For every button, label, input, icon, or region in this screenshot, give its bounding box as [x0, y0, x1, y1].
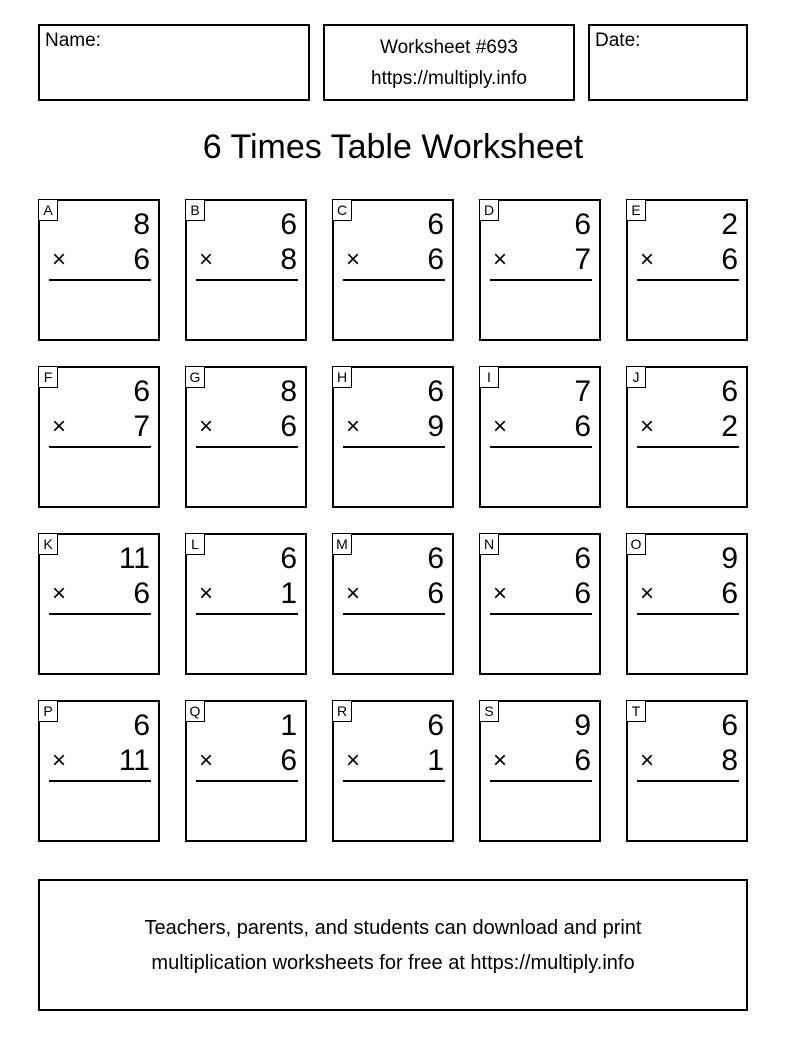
- problem-letter: K: [38, 533, 58, 555]
- problem-card: [185, 700, 307, 842]
- problem-letter: I: [479, 366, 499, 388]
- answer-area[interactable]: [628, 283, 746, 339]
- times-icon: ×: [493, 413, 508, 440]
- times-icon: ×: [640, 246, 655, 273]
- answer-line: [196, 446, 298, 448]
- problem-top-number: 6: [280, 542, 297, 575]
- answer-line: [49, 613, 151, 615]
- problem-card: [479, 366, 601, 508]
- answer-area[interactable]: [187, 283, 305, 339]
- problem-bottom-number: 6: [133, 577, 150, 610]
- times-icon: ×: [199, 747, 214, 774]
- times-icon: ×: [640, 747, 655, 774]
- problem-top-number: 6: [427, 208, 444, 241]
- answer-area[interactable]: [334, 450, 452, 506]
- answer-area[interactable]: [187, 617, 305, 673]
- problem-bottom-number: 6: [427, 243, 444, 276]
- problem-card: [332, 700, 454, 842]
- problem-card: [332, 533, 454, 675]
- problem-bottom-number: 6: [427, 577, 444, 610]
- problem-top-number: 6: [427, 375, 444, 408]
- problem-card: [185, 533, 307, 675]
- problem-top-number: 6: [133, 709, 150, 742]
- problem-card: [479, 199, 601, 341]
- problem-top-number: 11: [118, 542, 150, 575]
- footer-text-line-1: Teachers, parents, and students can download and print: [144, 917, 642, 939]
- answer-area[interactable]: [187, 784, 305, 840]
- times-icon: ×: [493, 246, 508, 273]
- problem-letter: F: [38, 366, 58, 388]
- answer-line: [490, 446, 592, 448]
- problem-bottom-number: 6: [280, 410, 297, 443]
- times-icon: ×: [52, 413, 67, 440]
- times-icon: ×: [493, 580, 508, 607]
- answer-line: [196, 279, 298, 281]
- times-icon: ×: [199, 580, 214, 607]
- answer-line: [343, 780, 445, 782]
- problem-card: [626, 366, 748, 508]
- problem-top-number: 8: [133, 208, 150, 241]
- problem-top-number: 6: [574, 208, 591, 241]
- problem-letter: A: [38, 199, 58, 221]
- problem-letter: R: [332, 700, 352, 722]
- problem-top-number: 6: [280, 208, 297, 241]
- answer-area[interactable]: [334, 784, 452, 840]
- times-icon: ×: [640, 413, 655, 440]
- answer-area[interactable]: [481, 784, 599, 840]
- problem-card: [185, 199, 307, 341]
- problem-letter: L: [185, 533, 205, 555]
- problem-letter: S: [479, 700, 499, 722]
- problem-top-number: 2: [721, 208, 738, 241]
- problem-bottom-number: 8: [721, 744, 738, 777]
- answer-line: [196, 613, 298, 615]
- answer-area[interactable]: [40, 784, 158, 840]
- answer-line: [490, 613, 592, 615]
- worksheet-info-box: [323, 24, 575, 101]
- problem-bottom-number: 1: [427, 744, 444, 777]
- answer-line: [343, 279, 445, 281]
- times-icon: ×: [52, 747, 67, 774]
- answer-area[interactable]: [40, 283, 158, 339]
- problem-top-number: 6: [133, 375, 150, 408]
- problem-card: [626, 700, 748, 842]
- problem-bottom-number: 6: [721, 577, 738, 610]
- problem-letter: D: [479, 199, 499, 221]
- name-label: Name:: [45, 30, 101, 51]
- date-label: Date:: [595, 30, 641, 51]
- answer-area[interactable]: [628, 617, 746, 673]
- problem-card: [332, 199, 454, 341]
- problem-card: [626, 199, 748, 341]
- answer-line: [49, 446, 151, 448]
- answer-line: [490, 780, 592, 782]
- answer-area[interactable]: [628, 450, 746, 506]
- answer-line: [343, 446, 445, 448]
- problem-letter: M: [332, 533, 352, 555]
- problem-top-number: 6: [427, 542, 444, 575]
- answer-area[interactable]: [187, 450, 305, 506]
- problem-card: [38, 199, 160, 341]
- answer-line: [196, 780, 298, 782]
- date-field-box[interactable]: [588, 24, 748, 101]
- problem-card: [479, 533, 601, 675]
- problem-bottom-number: 9: [427, 410, 444, 443]
- name-field-box[interactable]: [38, 24, 310, 101]
- problem-top-number: 8: [280, 375, 297, 408]
- problem-bottom-number: 6: [133, 243, 150, 276]
- problem-top-number: 6: [721, 375, 738, 408]
- problem-top-number: 9: [721, 542, 738, 575]
- problem-card: [185, 366, 307, 508]
- times-icon: ×: [52, 246, 67, 273]
- problem-top-number: 6: [574, 542, 591, 575]
- answer-line: [637, 446, 739, 448]
- problem-letter: C: [332, 199, 352, 221]
- problem-top-number: 1: [280, 709, 297, 742]
- worksheet-url: https://multiply.info: [371, 68, 527, 89]
- problem-bottom-number: 6: [574, 577, 591, 610]
- problem-top-number: 9: [574, 709, 591, 742]
- answer-area[interactable]: [481, 450, 599, 506]
- problem-letter: O: [626, 533, 646, 555]
- problem-letter: B: [185, 199, 205, 221]
- answer-area[interactable]: [334, 617, 452, 673]
- times-icon: ×: [640, 580, 655, 607]
- problem-bottom-number: 6: [574, 744, 591, 777]
- problem-bottom-number: 6: [574, 410, 591, 443]
- times-icon: ×: [346, 580, 361, 607]
- problem-bottom-number: 6: [721, 243, 738, 276]
- answer-line: [637, 780, 739, 782]
- problem-card: [479, 700, 601, 842]
- times-icon: ×: [52, 580, 67, 607]
- problem-bottom-number: 8: [280, 243, 297, 276]
- problem-card: [38, 533, 160, 675]
- problem-bottom-number: 6: [280, 744, 297, 777]
- problem-top-number: 6: [427, 709, 444, 742]
- problem-bottom-number: 1: [280, 577, 297, 610]
- problem-top-number: 6: [721, 709, 738, 742]
- problem-letter: N: [479, 533, 499, 555]
- problem-letter: E: [626, 199, 646, 221]
- answer-line: [49, 780, 151, 782]
- times-icon: ×: [346, 246, 361, 273]
- problem-letter: Q: [185, 700, 205, 722]
- times-icon: ×: [493, 747, 508, 774]
- problem-card: [38, 366, 160, 508]
- page-title: 6 Times Table Worksheet: [202, 128, 584, 166]
- problem-card: [332, 366, 454, 508]
- answer-area[interactable]: [481, 617, 599, 673]
- answer-line: [49, 279, 151, 281]
- problem-letter: P: [38, 700, 58, 722]
- answer-area[interactable]: [334, 283, 452, 339]
- problem-letter: T: [626, 700, 646, 722]
- problem-letter: G: [185, 366, 205, 388]
- problem-card: [626, 533, 748, 675]
- answer-area[interactable]: [40, 617, 158, 673]
- problem-letter: J: [626, 366, 646, 388]
- problem-letter: H: [332, 366, 352, 388]
- problem-bottom-number: 2: [721, 410, 738, 443]
- answer-area[interactable]: [481, 283, 599, 339]
- times-icon: ×: [346, 413, 361, 440]
- footer-text-line-2: multiplication worksheets for free at https://multiply.info: [151, 952, 635, 974]
- worksheet-number: Worksheet #693: [379, 37, 518, 58]
- times-icon: ×: [199, 246, 214, 273]
- answer-area[interactable]: [40, 450, 158, 506]
- answer-line: [490, 279, 592, 281]
- answer-line: [343, 613, 445, 615]
- problem-bottom-number: 7: [133, 410, 150, 443]
- times-icon: ×: [346, 747, 361, 774]
- problem-card: [38, 700, 160, 842]
- footer-box: [38, 879, 748, 1011]
- answer-line: [637, 613, 739, 615]
- answer-line: [637, 279, 739, 281]
- problem-bottom-number: 11: [118, 744, 150, 777]
- problem-top-number: 7: [574, 375, 591, 408]
- answer-area[interactable]: [628, 784, 746, 840]
- times-icon: ×: [199, 413, 214, 440]
- problem-bottom-number: 7: [574, 243, 591, 276]
